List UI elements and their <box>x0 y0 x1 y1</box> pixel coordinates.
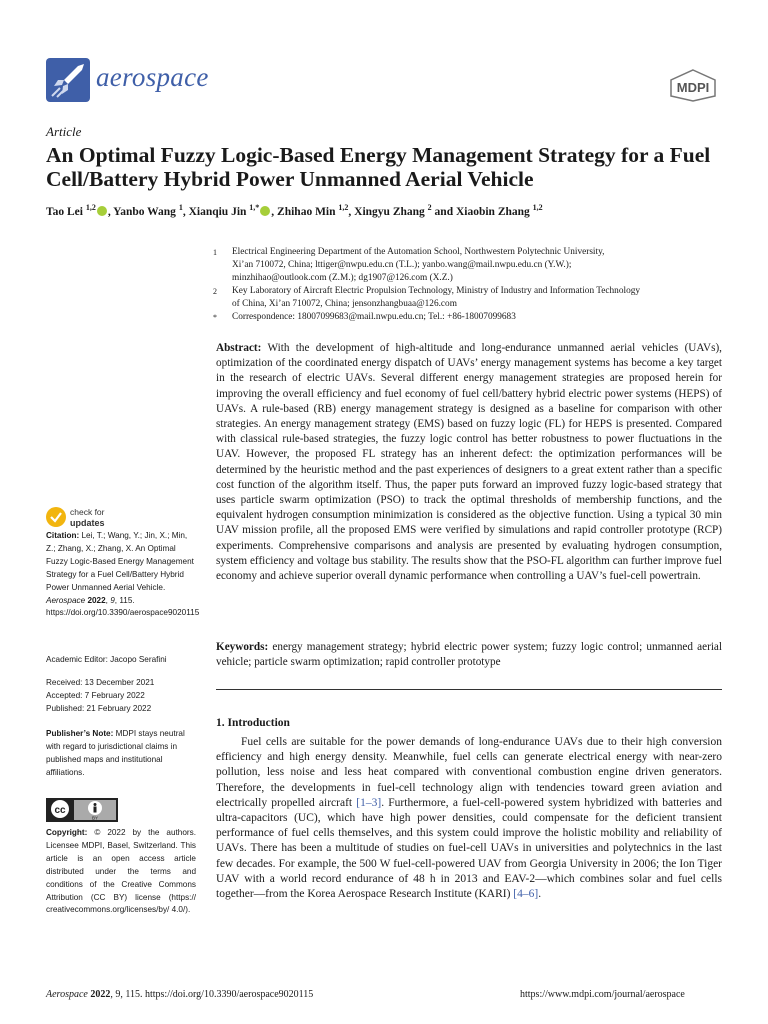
paragraph: Fuel cells are suitable for the power demands of long-endurance UAVs due to their high conversion efficiency and high energy density. Meanwhile, fuel cells can generate electrical energy with near-zero pollution, less noise and less heat compared with conventional combustion engine driven generators. Therefore, the developments in fuel-cell technology align with tendencies toward green aviation and electrically propelled aircraft [1–3]. Furthermore, a fuel-cell-powered system hybridized with batteries and ultra-capacitors (UC), which have high power densities, could compensate for the deficient transient performance of fuel cells themselves, and this system could improve the holistic mobility and reliability of UAVs. There has been a multitude of studies on fuel-cell UAVs in universities and polytechnics in the last few decades. For example, the 500 W fuel-cell-powered UAV from Georgia University in 2006; the Ion Tiger UAV with a world record endurance of 48 h in 2013 and EAV-2—which combines solar and fuel cells together—from the Korea Aerospace Research Institute (KARI) [4–6]. <box>216 736 722 901</box>
svg-text:updates: updates <box>70 518 105 528</box>
affiliation-item: 2 Key Laboratory of Aircraft Electric Propulsion Technology, Ministry of Industry and Information Technology of China, Xi’an 710072, China; jensonzhangbuaa@126.com <box>213 286 641 309</box>
footer-journal-url[interactable]: https://www.mdpi.com/journal/aerospace <box>520 989 685 1000</box>
keywords-text: energy management strategy; hybrid electric power system; fuzzy logic control; unmanned aerial vehicle; particle swarm optimization; rapid controller prototype <box>216 641 722 669</box>
copyright-block: Copyright: © 2022 by the authors. Licensee MDPI, Basel, Switzerland. This article is an open access article distributed under the terms and conditions of the Creative Commons Attribution (CC BY) license (https:// creativecommons.org/licenses/by/ 4.0/). <box>46 828 196 915</box>
author: Xiaobin Zhang $^{1,2}$ <box>455 203 543 218</box>
keywords <box>216 640 722 670</box>
journal-name: aerospace <box>96 62 209 92</box>
dates-block: Received: 13 December 2021 Accepted: 7 February 2022 Published: 21 February 2022 <box>46 678 155 713</box>
abstract-text: With the development of high-altitude and long-endurance unmanned aerial vehicles (UAVs), optimization of the coordinated energy dispatch of UAVs’ energy management systems has become a key target in the research of electric UAVs. Several different energy management strategies are proposed herein for improving the overall efficiency and fuel economy of fuel cell/battery hybrid electric power systems (HEPS) of UAVs. A rule-based (RB) energy management strategy is designed as a baseline for comparison with other strategies. An energy management strategy (EMS) based on fuzzy logic (FL) for HEPS is presented. Compared with classical rule-based strategies, the fuzzy logic control has better robustness to power fluctuations in the UAV. However, the proposed FL strategy has an inherent defect: the optimization performances will be determined by the heuristic method and the past experiences of designers to a great extent rather than a specific cost function of the algorithm itself. Thus, the paper puts forward an improved fuzzy logic-based strategy that uses particle swarm optimization (PSO) to track the optimal thresholds of membership functions, and the equivalent hydrogen consumption minimization is considered as the objective function. Using a typical 30 min UAV mission profile, all the proposed EMS were verified by simulations and rapid controller prototype (RCP) experiments. Comprehensive comparisons and analysis are presented by evaluating hydrogen consumption, system efficiency and voltage bus stability. The results show that the PSO-FL algorithm can further improve fuel economy and achieve superior overall dynamic performance when controlling a UAV’s fuel-cell powertrain. <box>216 342 722 583</box>
citation-link[interactable]: [4–6] <box>513 888 539 901</box>
affiliations <box>213 246 723 324</box>
publisher-name: MDPI <box>676 80 710 95</box>
citation-block: Citation: Lei, T.; Wang, Y.; Jin, X.; Min, Z.; Zhang, X.; Zhang, X. An Optimal Fuzzy Logic-Based Energy Management Strategy for a Fuel Cell/Battery Hybrid Power Unmanned Aerial Vehicle. Aerospace 2022, 9, 115. https://doi.org/10.3390/aerospace9020115 <box>46 531 200 618</box>
svg-text:cc: cc <box>54 805 66 816</box>
paper-title: An Optimal Fuzzy Logic-Based Energy Management Strategy for a Fuel Cell/Battery Hybrid Power Unmanned Aerial Vehicle <box>46 143 711 191</box>
author-list <box>46 203 746 218</box>
author: Tao Lei $^{1,2}$ , <box>46 203 114 218</box>
rocket-logo-icon <box>46 58 90 102</box>
cc-by-license-icon[interactable] <box>46 798 118 822</box>
correspondence: * Correspondence: 18007099683@mail.nwpu.edu.cn; Tel.: +86-18007099683 <box>213 312 516 322</box>
check-for-updates-badge[interactable] <box>46 505 156 529</box>
article-type: Article <box>46 124 82 139</box>
footer-citation: Aerospace 2022, 9, 115. https://doi.org/10.3390/aerospace9020115 <box>46 989 314 1000</box>
abstract-label: Abstract: <box>216 342 262 354</box>
check-icon <box>46 507 66 527</box>
svg-text:check for: check for <box>70 507 105 517</box>
author: Xingyu Zhang $^2$ and <box>354 203 456 218</box>
section-divider <box>216 689 722 690</box>
author: Zhihao Min $^{1,2}$, <box>277 203 355 218</box>
author: Yanbo Wang $^1$, <box>113 203 189 218</box>
section-heading: 1. Introduction <box>216 717 290 729</box>
keywords-label: Keywords: <box>216 641 269 653</box>
affiliation-item: 1 Electrical Engineering Department of the Automation School, Northwestern Polytechnic University, Xi’an 710072, China; lttiger@nwpu.edu.cn (T.L.); yanbo.wang@mail.nwpu.edu.cn (Y.W.); minzhihao@outlook.com (Z.M.); dg1907@126.com (X.Z.) <box>213 247 605 283</box>
author: Xianqiu Jin $^{1,*}$ , <box>188 203 278 218</box>
orcid-icon[interactable] <box>260 206 270 216</box>
abstract <box>216 341 722 584</box>
publisher-note: Publisher’s Note: MDPI stays neutral with regard to jurisdictional claims in published maps and institutional affiliations. <box>46 729 185 777</box>
mdpi-logo-icon <box>666 68 720 102</box>
orcid-icon[interactable] <box>97 206 107 216</box>
academic-editor: Academic Editor: Jacopo Serafini <box>46 655 167 664</box>
citation-link[interactable]: [1–3] <box>356 796 382 809</box>
svg-text:BY: BY <box>91 815 99 821</box>
introduction-body <box>216 735 722 902</box>
